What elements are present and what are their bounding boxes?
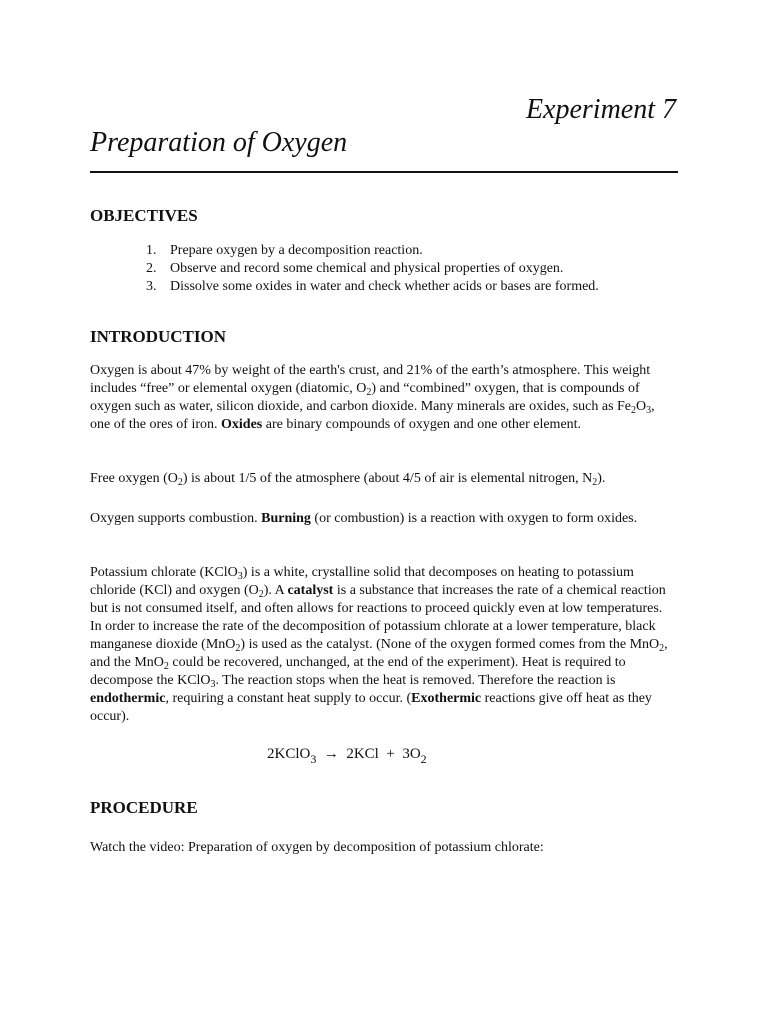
subscript: 3 (310, 752, 317, 766)
bold-term: Oxides (221, 417, 263, 432)
text-run: ) is a white, crystalline solid that decomposes on heating to potassium chloride (KCl) and oxygen (O (90, 565, 634, 598)
subscript: 3 (646, 405, 652, 416)
text-run: could be recovered, unchanged, at the end of the experiment). Heat is required to decompose the KClO (90, 655, 626, 688)
subscript: 2 (163, 661, 169, 672)
text-run: ). (597, 471, 606, 486)
title-divider (90, 171, 678, 173)
text-run: , one of the ores of iron. (90, 399, 655, 432)
text-run: are binary compounds of oxygen and one other element. (262, 417, 582, 432)
subscript: 3 (210, 679, 216, 690)
subscript: 3 (237, 571, 243, 582)
equation-product: 3O (402, 746, 421, 762)
bold-term: Burning (261, 511, 311, 526)
text-run: Oxygen supports combustion. (90, 511, 262, 526)
objectives-list (146, 242, 599, 296)
text-run: , requiring a constant heat supply to occur. ( (165, 691, 412, 706)
list-text: Dissolve some oxides in water and check whether acids or bases are formed. (170, 279, 599, 294)
bold-term: endothermic (90, 691, 166, 706)
procedure-paragraph-1: Watch the video: Preparation of oxygen by decomposition of potassium chlorate: (90, 840, 544, 855)
subscript: 2 (258, 589, 264, 600)
list-item (146, 260, 599, 278)
list-number: 2. (146, 261, 157, 276)
text-run: ) and “combined” oxygen, that is compounds of oxygen such as water, silicon dioxide, and carbon dioxide. Many minerals are oxides, such as Fe (90, 381, 640, 414)
plus-sign: + (386, 746, 395, 762)
intro-paragraph-2 (90, 470, 670, 488)
subscript: 2 (631, 405, 637, 416)
list-item (146, 242, 599, 260)
subscript: 2 (420, 752, 427, 766)
introduction-heading: INTRODUCTION (90, 327, 227, 346)
text-run: is a substance that increases the rate of a chemical reaction but is not consumed itself, and often allows for reactions to proceed quickly even at low temperatures. In order to increase the rate of the decomposition of potassium chlorate at a lower temperature, black manganese dioxide (MnO (90, 583, 666, 652)
list-number: 1. (146, 243, 157, 258)
chemical-equation (267, 744, 427, 764)
list-item (146, 278, 599, 296)
subscript: 2 (177, 477, 183, 488)
text-run: ) is used as the catalyst. (None of the oxygen formed comes from the MnO (240, 637, 660, 652)
reaction-arrow-icon: → (323, 746, 339, 762)
list-text: Prepare oxygen by a decomposition reaction. (170, 243, 423, 258)
text-run: Potassium chlorate (KClO (90, 565, 238, 580)
text-run: . The reaction stops when the heat is removed. Therefore the reaction is (215, 673, 616, 688)
text-run: , and the MnO (90, 637, 668, 670)
intro-paragraph-3 (90, 510, 670, 528)
list-text: Observe and record some chemical and physical properties of oxygen. (170, 261, 564, 276)
text-run: Oxygen is about 47% by weight of the earth's crust, and 21% of the earth’s atmosphere. This weight includes “free” or elemental oxygen (diatomic, O (90, 363, 651, 396)
text-run: Free oxygen (O (90, 471, 178, 486)
text-run: ) is about 1/5 of the atmosphere (about 4/5 of air is elemental nitrogen, N (182, 471, 593, 486)
intro-paragraph-4 (90, 564, 670, 726)
list-number: 3. (146, 279, 157, 294)
bold-term: Exothermic (411, 691, 482, 706)
text-run: ). A (263, 583, 288, 598)
subscript: 2 (659, 643, 665, 654)
experiment-number: Experiment 7 (525, 94, 676, 125)
bold-term: catalyst (287, 583, 334, 598)
subscript: 2 (592, 477, 598, 488)
subscript: 2 (366, 387, 372, 398)
equation-product: 2KCl (346, 746, 379, 762)
text-run: reactions give off heat as they occur). (90, 691, 652, 724)
equation-reactant: 2KClO (267, 746, 311, 762)
subscript: 2 (235, 643, 241, 654)
intro-paragraph-1 (90, 362, 670, 434)
procedure-heading: PROCEDURE (90, 798, 198, 817)
objectives-heading: OBJECTIVES (90, 206, 198, 225)
text-run: (or combustion) is a reaction with oxygen to form oxides. (310, 511, 638, 526)
page-title: Preparation of Oxygen (90, 127, 348, 158)
text-run: O (636, 399, 647, 414)
